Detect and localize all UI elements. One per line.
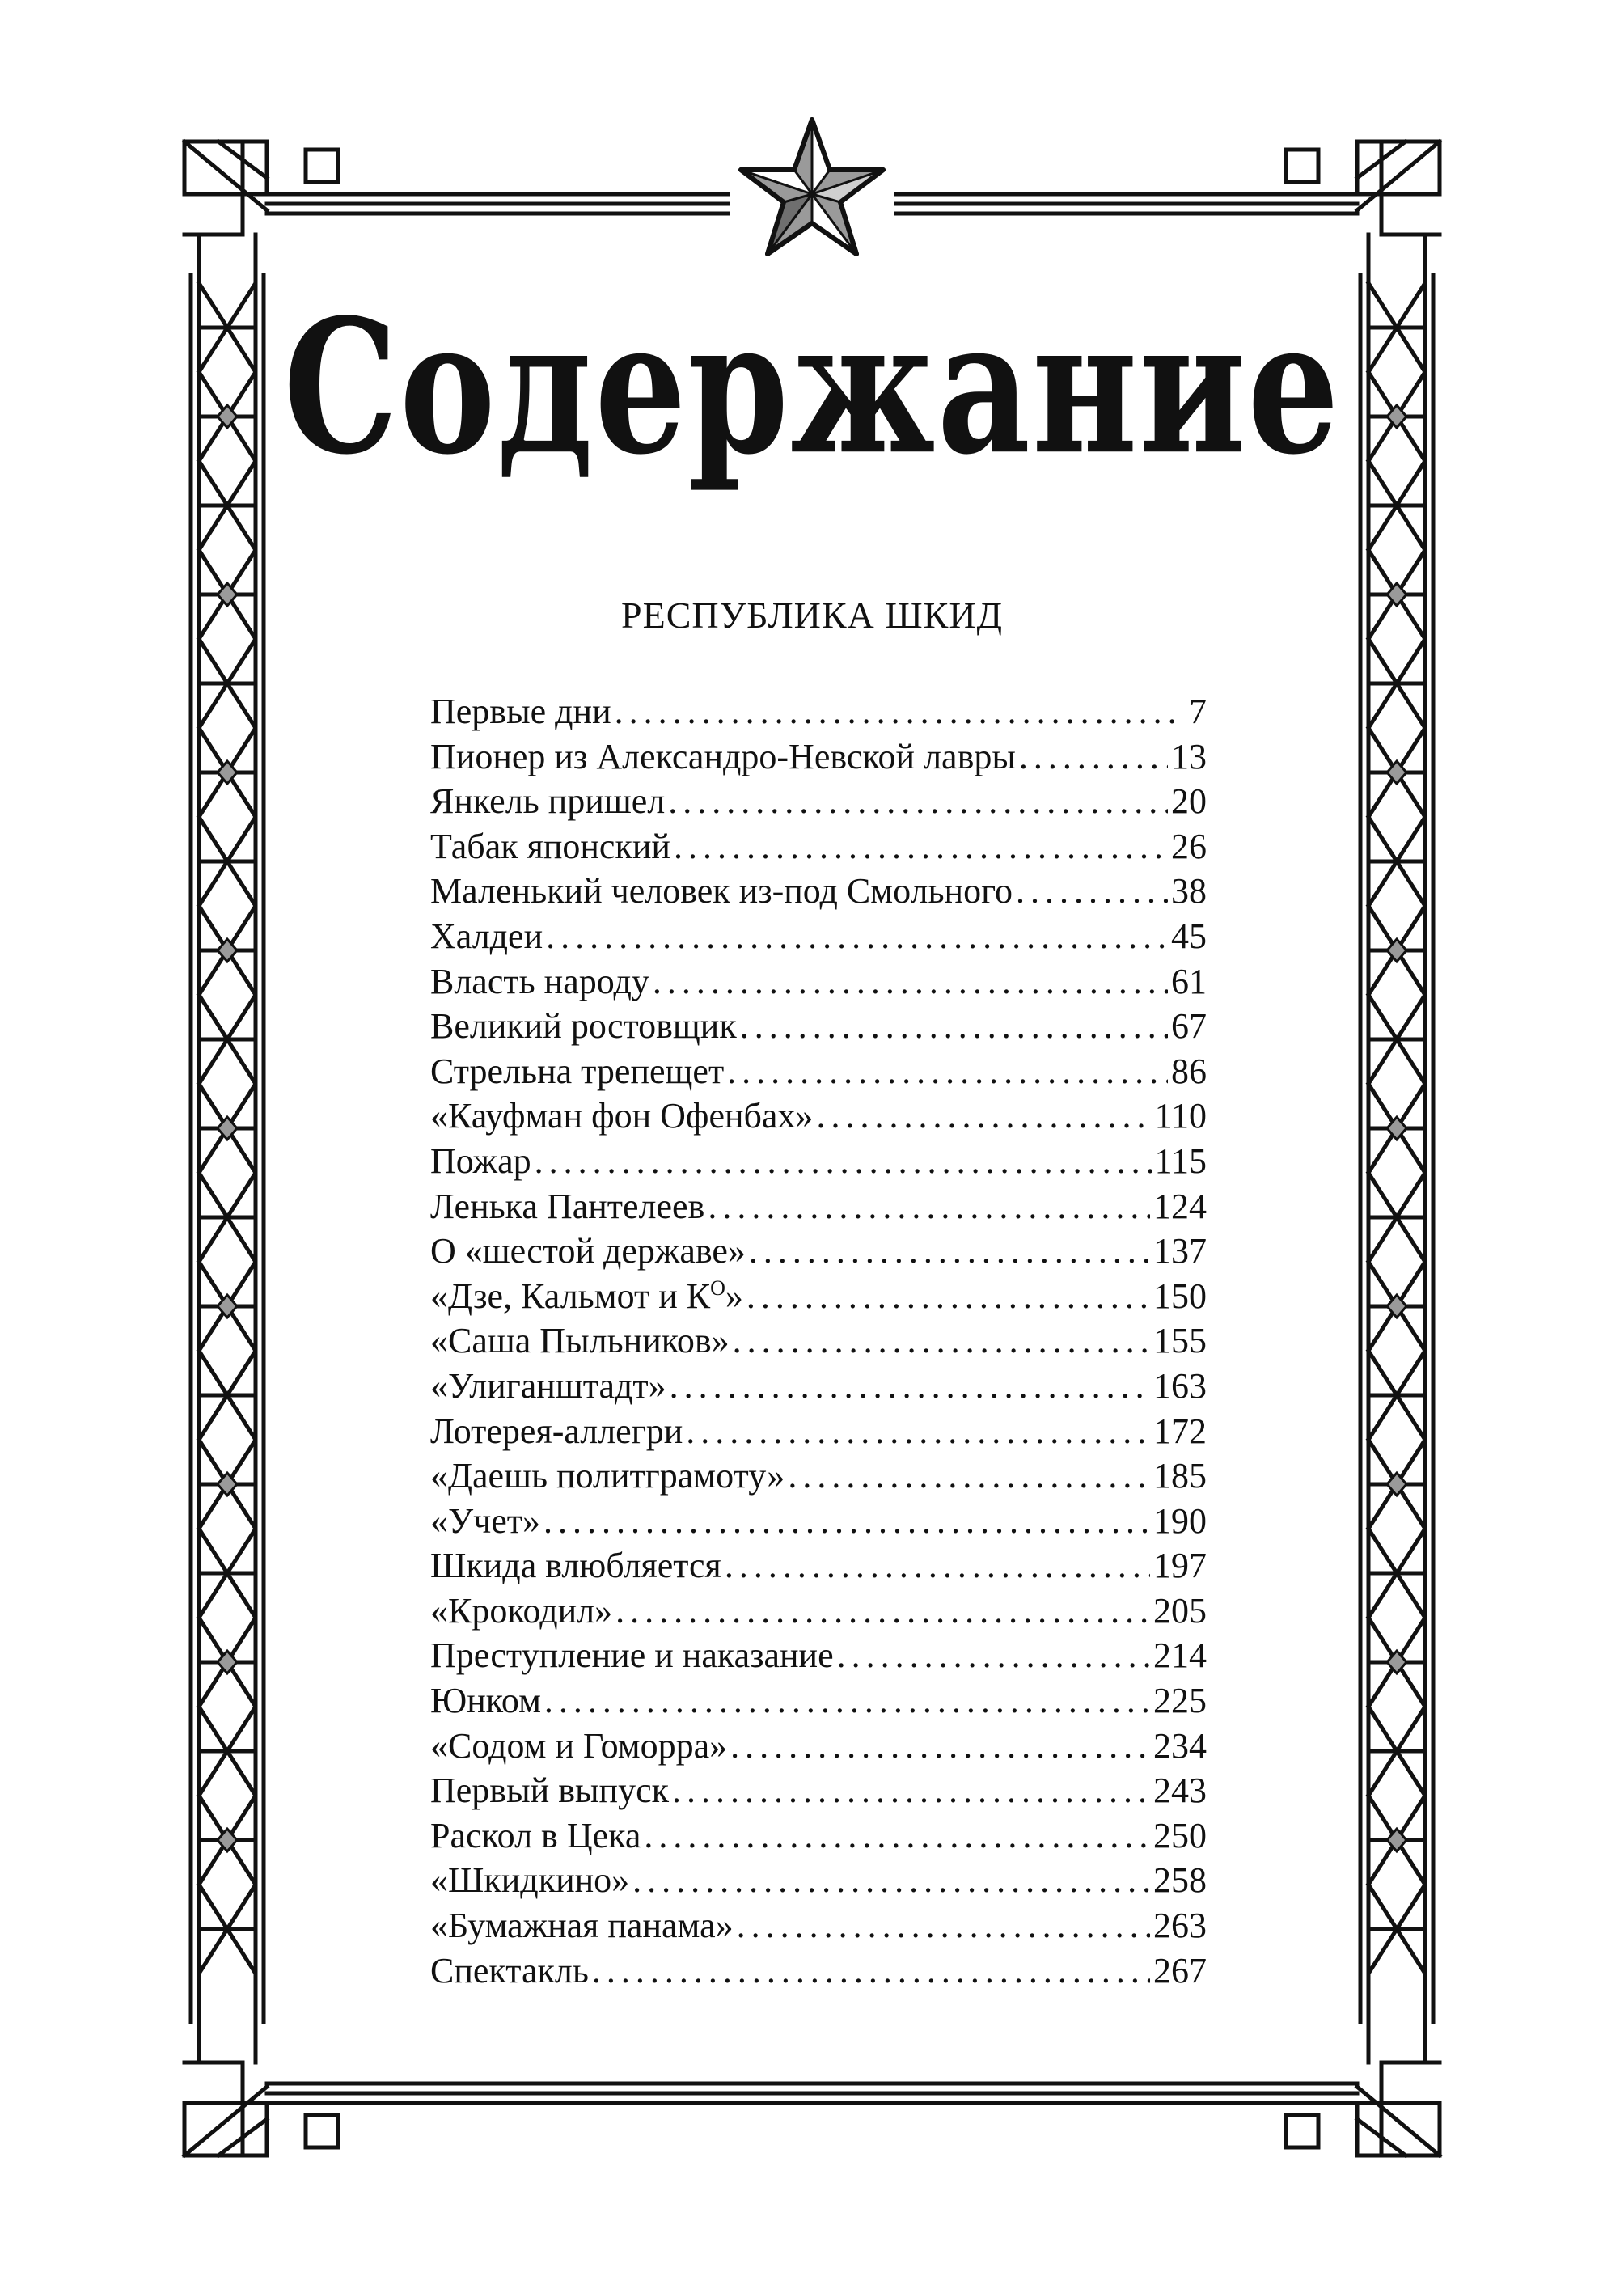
toc-entry-title: Шкида влюбляется xyxy=(430,1546,721,1586)
leader-dots xyxy=(733,1318,1150,1364)
toc-entry-page: 185 xyxy=(1153,1456,1207,1496)
toc-entry-page: 61 xyxy=(1171,961,1207,1001)
toc-entry[interactable] xyxy=(430,1364,1207,1409)
toc-entry[interactable] xyxy=(430,1318,1207,1364)
toc-entry[interactable] xyxy=(430,1678,1207,1724)
leader-dots xyxy=(749,1229,1150,1274)
leader-dots xyxy=(615,689,1179,734)
toc-entry-title-prefix: «Дзе, Кальмот и К xyxy=(430,1276,711,1316)
toc-entry-page: 197 xyxy=(1153,1546,1207,1586)
toc-entry-title: «Даешь политграмоту» xyxy=(430,1456,785,1496)
toc-entry[interactable] xyxy=(430,1903,1207,1948)
toc-entry-title: Юнком xyxy=(430,1681,541,1721)
toc-entry-page: 7 xyxy=(1189,692,1207,731)
leader-dots xyxy=(727,1049,1168,1094)
top-right-corner xyxy=(896,142,1440,235)
toc-entry[interactable] xyxy=(430,914,1207,959)
leader-dots xyxy=(816,1094,1151,1139)
leader-dots xyxy=(730,1724,1150,1769)
leader-dots xyxy=(543,1499,1150,1544)
toc-entry[interactable] xyxy=(430,1858,1207,1903)
toc-entry[interactable] xyxy=(430,1274,1207,1319)
toc-entry-title: «Улиганштадт» xyxy=(430,1365,666,1406)
toc-entry-page: 150 xyxy=(1153,1276,1207,1316)
leader-dots xyxy=(544,1678,1150,1724)
toc-entry-title: «Кауфман фон Офенбах» xyxy=(430,1096,814,1136)
toc-entry-page: 86 xyxy=(1171,1051,1207,1091)
toc-entry-page: 38 xyxy=(1171,871,1207,912)
toc-entry-title: Халдеи xyxy=(430,916,543,956)
top-left-corner xyxy=(184,142,728,235)
toc-entry[interactable] xyxy=(430,689,1207,734)
toc-entry-title: Великий ростовщик xyxy=(430,1006,737,1047)
toc-entry-page: 172 xyxy=(1153,1411,1207,1451)
leader-dots xyxy=(615,1589,1150,1634)
page-title: Содержание xyxy=(283,278,1341,496)
toc-entry-title: Первый выпуск xyxy=(430,1771,669,1811)
leader-dots xyxy=(788,1453,1150,1499)
toc-entry-page: 214 xyxy=(1153,1635,1207,1676)
toc-entry[interactable] xyxy=(430,824,1207,869)
toc-entry[interactable] xyxy=(430,1409,1207,1454)
star-icon xyxy=(741,120,883,254)
toc-entry[interactable] xyxy=(430,1229,1207,1274)
toc-entry[interactable] xyxy=(430,1049,1207,1094)
toc-entry-title: «Крокодил» xyxy=(430,1590,613,1631)
toc-entry-title: Спектакль xyxy=(430,1950,589,1991)
toc-entry[interactable] xyxy=(430,1948,1207,1994)
toc-entry-page: 267 xyxy=(1153,1950,1207,1991)
leader-dots xyxy=(674,824,1168,869)
toc-entry-title: «Шкидкино» xyxy=(430,1860,630,1901)
leader-dots xyxy=(686,1409,1150,1454)
toc-entry-page: 110 xyxy=(1154,1096,1207,1136)
leader-dots xyxy=(668,779,1168,824)
toc-entry-page: 137 xyxy=(1153,1231,1207,1271)
right-rail xyxy=(1360,235,1433,2062)
leader-dots xyxy=(740,1004,1168,1049)
toc-entry-title: Маленький человек из-под Смольного xyxy=(430,871,1013,912)
leader-dots xyxy=(670,1364,1150,1409)
toc-entry[interactable] xyxy=(430,1589,1207,1634)
toc-entry[interactable] xyxy=(430,1768,1207,1813)
toc-entry[interactable] xyxy=(430,1094,1207,1139)
toc-entry-page: 155 xyxy=(1153,1321,1207,1361)
toc-entry[interactable] xyxy=(430,869,1207,914)
toc-entry-page: 115 xyxy=(1154,1140,1207,1181)
toc-entry-page: 263 xyxy=(1153,1906,1207,1946)
toc-entry-page: 205 xyxy=(1153,1590,1207,1631)
toc-entry[interactable] xyxy=(430,1813,1207,1859)
leader-dots xyxy=(837,1633,1150,1678)
toc-entry[interactable] xyxy=(430,1724,1207,1769)
toc-entry-title: «Содом и Гоморра» xyxy=(430,1725,728,1766)
toc-entry-page: 250 xyxy=(1153,1815,1207,1855)
toc-entry[interactable] xyxy=(430,1499,1207,1544)
leader-dots xyxy=(546,914,1168,959)
toc-entry-title: Стрельна трепещет xyxy=(430,1051,725,1091)
toc-entry[interactable] xyxy=(430,734,1207,780)
toc-entry-title xyxy=(430,1274,743,1319)
toc-entry-title: «Учет» xyxy=(430,1500,541,1541)
toc-entry[interactable] xyxy=(430,959,1207,1005)
toc-entry-page: 124 xyxy=(1153,1186,1207,1226)
toc-entry-title: Пионер из Александро-Невской лавры xyxy=(430,736,1016,776)
toc-entry-title: Власть народу xyxy=(430,961,649,1001)
leader-dots xyxy=(632,1858,1150,1903)
leader-dots xyxy=(737,1903,1150,1948)
section-title: РЕСПУБЛИКА ШКИД xyxy=(621,594,1003,636)
toc-entry-title-suffix: » xyxy=(725,1276,743,1316)
toc-entry-title: О «шестой державе» xyxy=(430,1231,746,1271)
toc-entry-title: Пожар xyxy=(430,1140,531,1181)
leader-dots xyxy=(725,1543,1150,1589)
toc-entry-title-superscript: О xyxy=(710,1276,725,1300)
toc-entry-title: Янкель пришел xyxy=(430,781,666,822)
toc-entry-title: Ленька Пантелеев xyxy=(430,1186,705,1226)
toc-entry-title: Лотерея-аллегри xyxy=(430,1411,683,1451)
toc-entry-page: 163 xyxy=(1153,1365,1207,1406)
toc-entry-page: 258 xyxy=(1153,1860,1207,1901)
leader-dots xyxy=(535,1139,1152,1184)
leader-dots xyxy=(1016,869,1168,914)
leader-dots xyxy=(708,1184,1150,1229)
toc-entry[interactable] xyxy=(430,779,1207,824)
left-rail xyxy=(191,235,264,2062)
toc-entry[interactable] xyxy=(430,1184,1207,1229)
leader-dots xyxy=(746,1274,1150,1319)
toc-entry-page: 20 xyxy=(1171,781,1207,822)
toc-entry-page: 67 xyxy=(1171,1006,1207,1047)
toc-entry[interactable] xyxy=(430,1139,1207,1184)
leader-dots xyxy=(1019,734,1168,780)
toc-entry-title: Преступление и наказание xyxy=(430,1635,834,1676)
toc-entry-title: Раскол в Цека xyxy=(430,1815,641,1855)
toc-entry-page: 234 xyxy=(1153,1725,1207,1766)
toc-entry[interactable] xyxy=(430,1453,1207,1499)
toc-entry[interactable] xyxy=(430,1004,1207,1049)
toc-entry-title: «Саша Пыльников» xyxy=(430,1321,730,1361)
toc-entry-title: Первые дни xyxy=(430,692,611,731)
leader-dots xyxy=(644,1813,1150,1859)
toc-entry-title: «Бумажная панама» xyxy=(430,1906,734,1946)
toc-entry[interactable] xyxy=(430,1633,1207,1678)
toc-entry-page: 243 xyxy=(1153,1771,1207,1811)
bottom-left-corner xyxy=(184,2062,1357,2156)
toc-entry[interactable] xyxy=(430,1543,1207,1589)
toc-entry-page: 45 xyxy=(1171,916,1207,956)
leader-dots xyxy=(592,1948,1150,1994)
toc-entry-page: 13 xyxy=(1171,736,1207,776)
leader-dots xyxy=(653,959,1168,1005)
toc-entry-page: 225 xyxy=(1153,1681,1207,1721)
toc-entry-page: 26 xyxy=(1171,826,1207,866)
toc-entry-title: Табак японский xyxy=(430,826,670,866)
toc-entry-page: 190 xyxy=(1153,1500,1207,1541)
leader-dots xyxy=(672,1768,1150,1813)
table-of-contents xyxy=(430,689,1207,1993)
bottom-right-corner xyxy=(1286,2062,1440,2156)
